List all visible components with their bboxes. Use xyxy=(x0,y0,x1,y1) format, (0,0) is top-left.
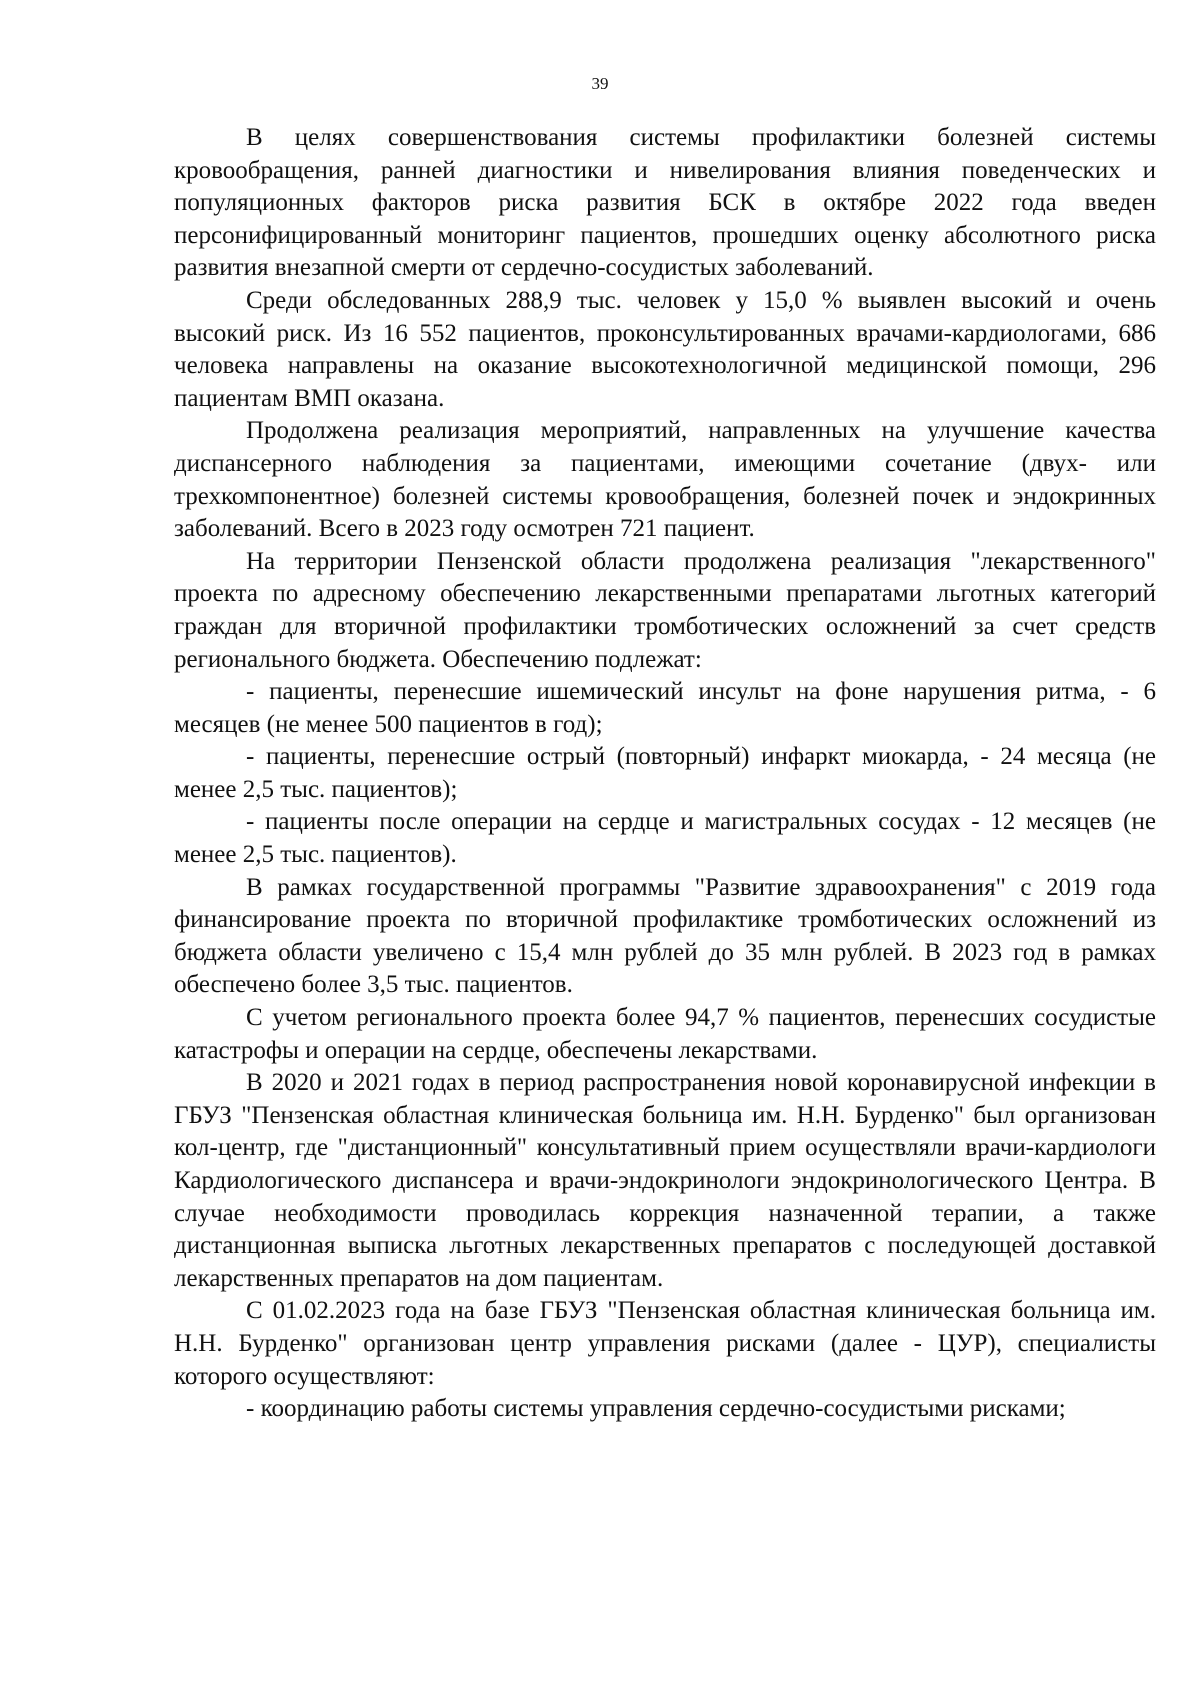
paragraph-coverage: С учетом регионального проекта более 94,7 % пациентов, перенесших сосудистые катастрофы и операции на сердце, обеспечены лекарствами. xyxy=(174,1004,1156,1064)
paragraph-risk-stats: Среди обследованных 288,9 тыс. человек у 15,0 % выявлен высокий и очень высокий риск. Из 16 552 пациентов, проконсультированных врачами-кардиологами, 686 человека направлены на оказание высокотехнологичной медицинской помощи, 296 пациентам ВМП оказана. xyxy=(174,286,1156,412)
paragraph-risk-center: С 01.02.2023 года на базе ГБУЗ "Пензенская областная клиническая больница им. Н.Н. Бурденко" организован центр управления рисками (далее - ЦУР), специалисты которого осуществляют: xyxy=(174,1297,1156,1390)
list-item-coordination: - координацию работы системы управления сердечно-сосудистыми рисками; xyxy=(246,1395,1066,1423)
paragraph-call-center: В 2020 и 2021 годах в период распространения новой коронавирусной инфекции в ГБУЗ "Пензенская областная клиническая больница им. Н.Н. Бурденко" был организован кол-центр, где "дистанционный" консультативный прием осуществляли врачи-кардиологи Кардиологического диспансера и врачи-эндокринологи эндокринологического Центра. В случае необходимости проводилась коррекция назначенной терапии, а также дистанционная выписка льготных лекарственных препаратов с последующей доставкой лекарственных препаратов на дом пациентам. xyxy=(174,1069,1156,1292)
page-number: 39 xyxy=(591,74,609,93)
paragraph-dispensary: Продолжена реализация мероприятий, направленных на улучшение качества диспансерного наблюдения за пациентами, имеющими сочетание (двух- или трехкомпонентное) болезней системы кровообращения, болезней почек и эндокринных заболеваний. Всего в 2023 году осмотрен 721 пациент. xyxy=(174,417,1156,543)
list-item-surgery: - пациенты после операции на сердце и магистральных сосудах - 12 месяцев (не менее 2,5 тыс. пациентов). xyxy=(174,808,1156,869)
paragraph-drug-project: На территории Пензенской области продолжена реализация "лекарственного" проекта по адресному обеспечению лекарственными препаратами льготных категорий граждан для вторичной профилактики тромботических осложнений за счет средств регионального бюджета. Обеспечению подлежат: xyxy=(174,547,1156,673)
paragraph-monitoring: В целях совершенствования системы профилактики болезней системы кровообращения, ранней диагностики и нивелирования влияния поведенческих и популяционных факторов риска развития БСК в октябре 2022 года введен персонифицированный мониторинг пациентов, прошедших оценку абсолютного риска развития внезапной смерти от сердечно-сосудистых заболеваний. xyxy=(174,124,1156,282)
list-item-stroke: - пациенты, перенесшие ишемический инсульт на фоне нарушения ритма, - 6 месяцев (не менее 500 пациентов в год); xyxy=(174,678,1156,738)
paragraph-financing: В рамках государственной программы "Развитие здравоохранения" с 2019 года финансирование проекта по вторичной профилактике тромботических осложнений из бюджета области увеличено с 15,4 млн рублей до 35 млн рублей. В 2023 год в рамках обеспечено более 3,5 тыс. пациентов. xyxy=(174,873,1156,999)
document-body xyxy=(174,122,1156,1426)
list-item-infarction: - пациенты, перенесшие острый (повторный) инфаркт миокарда, - 24 месяца (не менее 2,5 тыс. пациентов); xyxy=(174,743,1156,803)
